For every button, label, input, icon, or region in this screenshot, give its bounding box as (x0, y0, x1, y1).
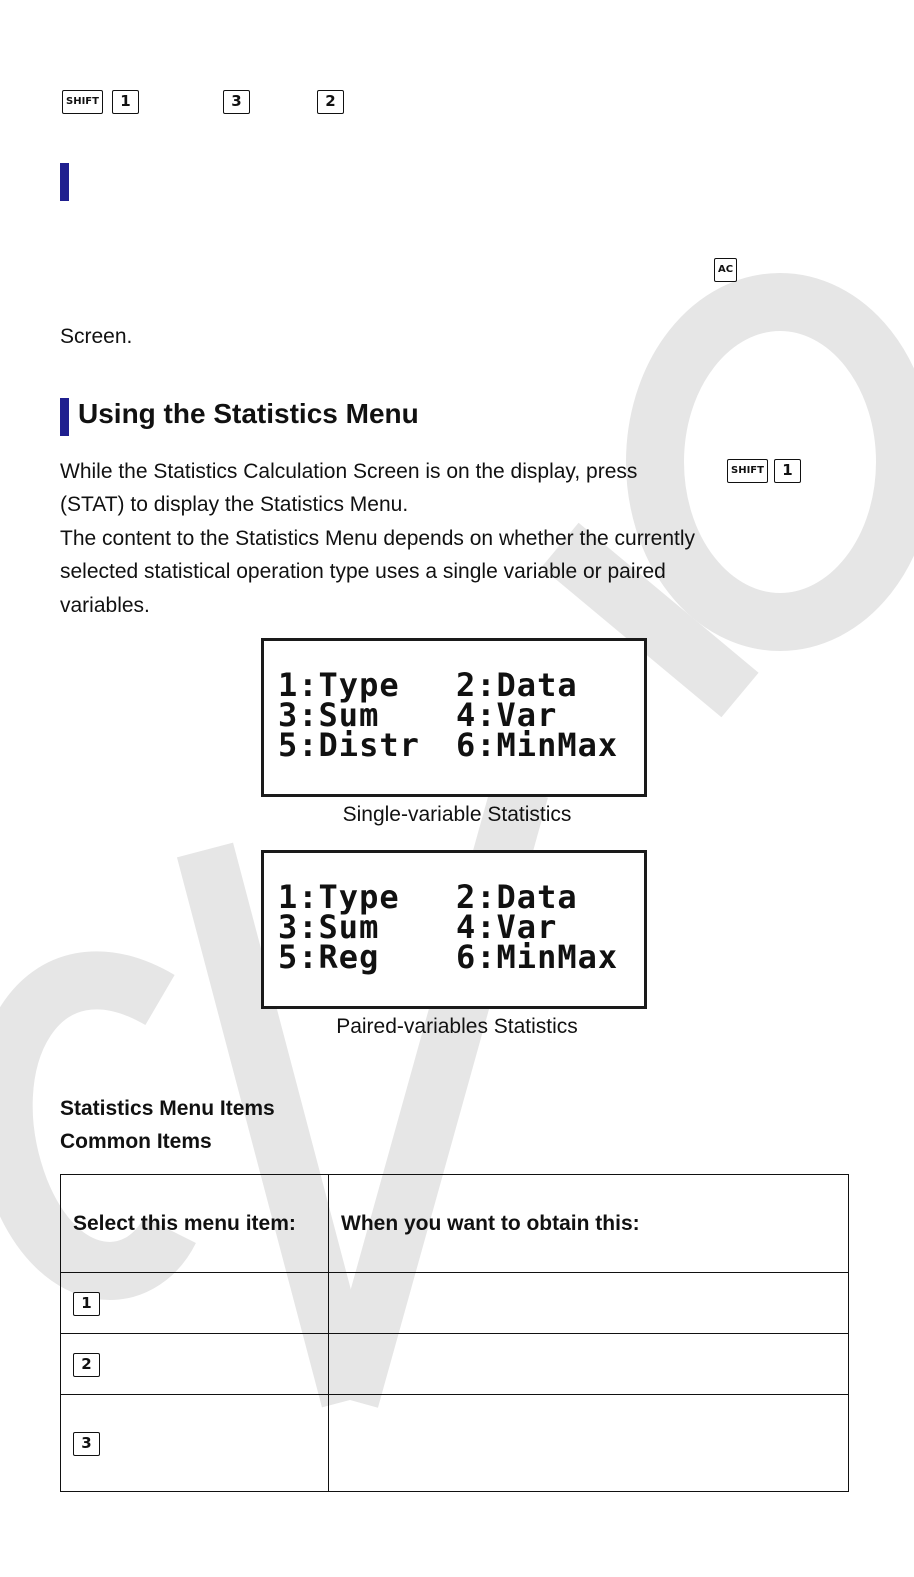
section-heading-bar (60, 163, 69, 201)
section1-text-end: Screen. (60, 325, 133, 348)
menu-items-table (60, 1174, 849, 1492)
screen-menu-option: 3:Sum (278, 696, 380, 734)
screen-menu-option: 2:Data (456, 666, 578, 704)
screen-menu-option: 6:MinMax (456, 938, 619, 976)
screen-menu-option: 1:Type (278, 878, 400, 916)
screen-menu-option: 6:MinMax (456, 726, 619, 764)
key-3: 3 (73, 1432, 100, 1456)
screen-menu-option: 4:Var (456, 696, 558, 734)
table-cell-key (61, 1334, 329, 1395)
key-2: 2 (317, 90, 344, 114)
table-row (61, 1334, 849, 1395)
screen-caption: Paired-variables Statistics (336, 1015, 578, 1038)
table-cell-desc (329, 1334, 849, 1395)
shift-key: SHIFT (62, 90, 103, 114)
table-header-cell: When you want to obtain this: (329, 1175, 849, 1273)
key-1: 1 (774, 459, 801, 483)
section-heading: Using the Statistics Menu (78, 398, 419, 429)
paragraph-line: (STAT) to display the Statistics Menu. (60, 493, 409, 516)
calculator-screen (261, 850, 647, 1009)
key-1: 1 (73, 1292, 100, 1316)
paragraph-line: While the Statistics Calculation Screen is on the display, press (60, 460, 638, 483)
screen-menu-option: 1:Type (278, 666, 400, 704)
paragraph-line: The content to the Statistics Menu depends on whether the currently (60, 527, 696, 550)
ac-key: AC (714, 258, 737, 282)
table-cell-key (61, 1273, 329, 1334)
screen-caption: Single-variable Statistics (342, 803, 572, 826)
section-heading-bar (60, 398, 69, 436)
key-2: 2 (73, 1353, 100, 1377)
table-header-row (61, 1175, 849, 1273)
table-cell-desc (329, 1273, 849, 1334)
table-cell-key (61, 1395, 329, 1492)
table-header-cell: Select this menu item: (61, 1175, 329, 1273)
table-row (61, 1395, 849, 1492)
screen-menu-option: 3:Sum (278, 908, 380, 946)
calculator-screen (261, 638, 647, 797)
key-3: 3 (223, 90, 250, 114)
screen-menu-option: 4:Var (456, 908, 558, 946)
menu-items-subtitle: Common Items (60, 1130, 212, 1153)
paragraph-line: selected statistical operation type uses a single variable or paired (60, 560, 666, 583)
table-cell-desc (329, 1395, 849, 1492)
menu-items-title: Statistics Menu Items (60, 1097, 275, 1120)
shift-key: SHIFT (727, 459, 768, 483)
screen-menu-option: 5:Reg (278, 938, 380, 976)
key-1: 1 (112, 90, 139, 114)
screen-menu-option: 5:Distr (278, 726, 420, 764)
table-row (61, 1273, 849, 1334)
screen-menu-option: 2:Data (456, 878, 578, 916)
paragraph-line: variables. (60, 594, 150, 617)
